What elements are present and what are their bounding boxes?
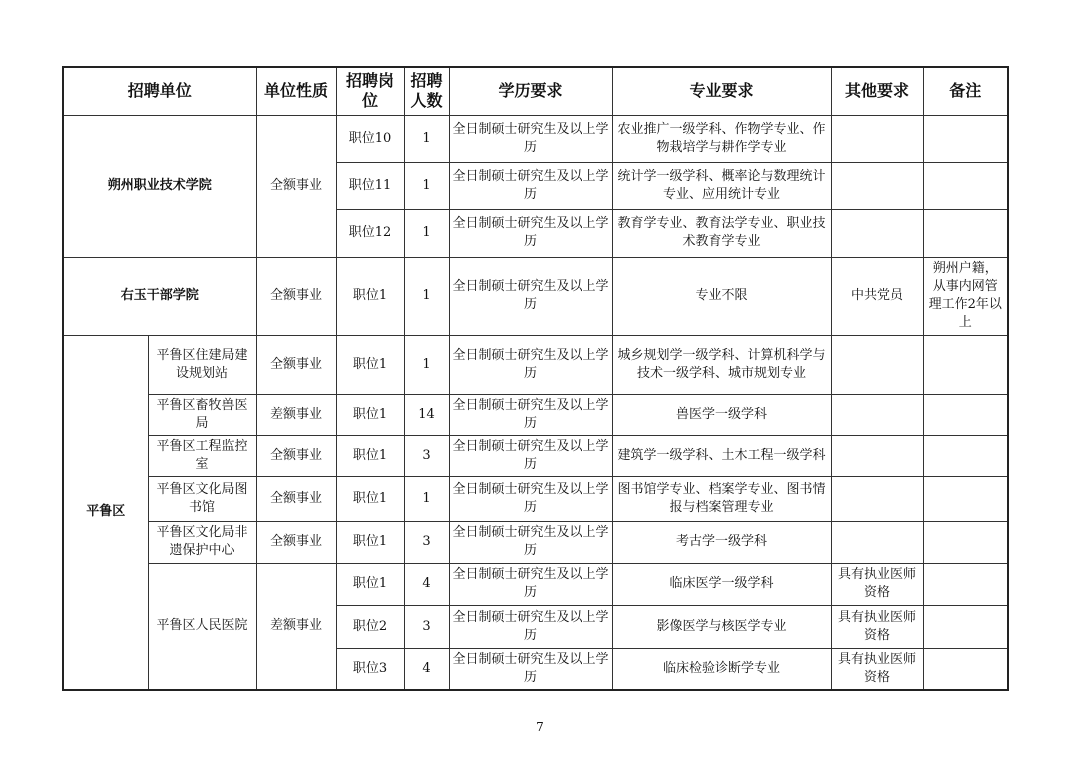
count: 1 — [404, 115, 449, 162]
remark — [923, 115, 1008, 162]
other — [831, 435, 923, 476]
header-row — [63, 67, 1008, 115]
post: 职位1 — [336, 335, 404, 394]
education: 全日制硕士研究生及以上学历 — [449, 563, 612, 605]
count: 3 — [404, 605, 449, 648]
header-post: 招聘岗位 — [336, 67, 404, 115]
education: 全日制硕士研究生及以上学历 — [449, 476, 612, 521]
count: 1 — [404, 162, 449, 209]
table-row — [63, 115, 1008, 162]
remark — [923, 335, 1008, 394]
remark — [923, 605, 1008, 648]
post: 职位11 — [336, 162, 404, 209]
table-row — [63, 563, 1008, 605]
post: 职位1 — [336, 563, 404, 605]
other — [831, 162, 923, 209]
remark — [923, 162, 1008, 209]
education: 全日制硕士研究生及以上学历 — [449, 209, 612, 257]
education: 全日制硕士研究生及以上学历 — [449, 115, 612, 162]
district-name: 平鲁区 — [63, 335, 148, 690]
page-number: 7 — [536, 720, 544, 734]
header-remark: 备注 — [923, 67, 1008, 115]
unit-type: 全额事业 — [256, 335, 336, 394]
major: 临床检验诊断学专业 — [612, 648, 831, 690]
table-row — [63, 335, 1008, 394]
header-unit-type: 单位性质 — [256, 67, 336, 115]
count: 3 — [404, 435, 449, 476]
remark: 朔州户籍，从事内网管理工作2年以上 — [923, 257, 1008, 335]
education: 全日制硕士研究生及以上学历 — [449, 648, 612, 690]
other: 具有执业医师资格 — [831, 563, 923, 605]
post: 职位1 — [336, 476, 404, 521]
remark — [923, 648, 1008, 690]
unit-type: 全额事业 — [256, 435, 336, 476]
major: 农业推广一级学科、作物学专业、作物栽培学与耕作学专业 — [612, 115, 831, 162]
major: 教育学专业、教育法学专业、职业技术教育学专业 — [612, 209, 831, 257]
header-count: 招聘人数 — [404, 67, 449, 115]
unit-name: 平鲁区文化局非遗保护中心 — [148, 521, 256, 563]
education: 全日制硕士研究生及以上学历 — [449, 435, 612, 476]
major: 考古学一级学科 — [612, 521, 831, 563]
header-unit: 招聘单位 — [63, 67, 256, 115]
major: 建筑学一级学科、土木工程一级学科 — [612, 435, 831, 476]
count: 1 — [404, 476, 449, 521]
other — [831, 335, 923, 394]
unit-type: 差额事业 — [256, 394, 336, 435]
post: 职位1 — [336, 435, 404, 476]
unit-name: 平鲁区住建局建设规划站 — [148, 335, 256, 394]
education: 全日制硕士研究生及以上学历 — [449, 394, 612, 435]
remark — [923, 563, 1008, 605]
unit-type: 全额事业 — [256, 521, 336, 563]
major: 影像医学与核医学专业 — [612, 605, 831, 648]
unit-name: 平鲁区人民医院 — [148, 563, 256, 690]
count: 1 — [404, 335, 449, 394]
count: 4 — [404, 648, 449, 690]
count: 3 — [404, 521, 449, 563]
other — [831, 115, 923, 162]
other: 中共党员 — [831, 257, 923, 335]
unit-type: 全额事业 — [256, 476, 336, 521]
remark — [923, 394, 1008, 435]
major: 城乡规划学一级学科、计算机科学与技术一级学科、城市规划专业 — [612, 335, 831, 394]
remark — [923, 435, 1008, 476]
education: 全日制硕士研究生及以上学历 — [449, 521, 612, 563]
recruitment-table — [62, 66, 1009, 691]
header-other: 其他要求 — [831, 67, 923, 115]
table-row — [63, 394, 1008, 435]
table-row — [63, 521, 1008, 563]
other — [831, 521, 923, 563]
count: 1 — [404, 257, 449, 335]
other — [831, 476, 923, 521]
post: 职位3 — [336, 648, 404, 690]
other — [831, 209, 923, 257]
unit-name: 平鲁区工程监控室 — [148, 435, 256, 476]
post: 职位2 — [336, 605, 404, 648]
major: 图书馆学专业、档案学专业、图书情报与档案管理专业 — [612, 476, 831, 521]
major: 统计学一级学科、概率论与数理统计专业、应用统计专业 — [612, 162, 831, 209]
post: 职位12 — [336, 209, 404, 257]
table-row — [63, 257, 1008, 335]
header-major: 专业要求 — [612, 67, 831, 115]
post: 职位1 — [336, 394, 404, 435]
unit-type: 差额事业 — [256, 563, 336, 690]
other: 具有执业医师资格 — [831, 605, 923, 648]
education: 全日制硕士研究生及以上学历 — [449, 335, 612, 394]
major: 专业不限 — [612, 257, 831, 335]
other: 具有执业医师资格 — [831, 648, 923, 690]
post: 职位1 — [336, 257, 404, 335]
remark — [923, 476, 1008, 521]
table-row — [63, 476, 1008, 521]
post: 职位1 — [336, 521, 404, 563]
education: 全日制硕士研究生及以上学历 — [449, 257, 612, 335]
education: 全日制硕士研究生及以上学历 — [449, 162, 612, 209]
table-row — [63, 435, 1008, 476]
post: 职位10 — [336, 115, 404, 162]
other — [831, 394, 923, 435]
count: 14 — [404, 394, 449, 435]
unit-name: 平鲁区畜牧兽医局 — [148, 394, 256, 435]
unit-name: 朔州职业技术学院 — [63, 115, 256, 257]
count: 4 — [404, 563, 449, 605]
unit-type: 全额事业 — [256, 115, 336, 257]
unit-type: 全额事业 — [256, 257, 336, 335]
unit-name: 右玉干部学院 — [63, 257, 256, 335]
major: 兽医学一级学科 — [612, 394, 831, 435]
major: 临床医学一级学科 — [612, 563, 831, 605]
unit-name: 平鲁区文化局图书馆 — [148, 476, 256, 521]
remark — [923, 521, 1008, 563]
education: 全日制硕士研究生及以上学历 — [449, 605, 612, 648]
remark — [923, 209, 1008, 257]
header-education: 学历要求 — [449, 67, 612, 115]
count: 1 — [404, 209, 449, 257]
